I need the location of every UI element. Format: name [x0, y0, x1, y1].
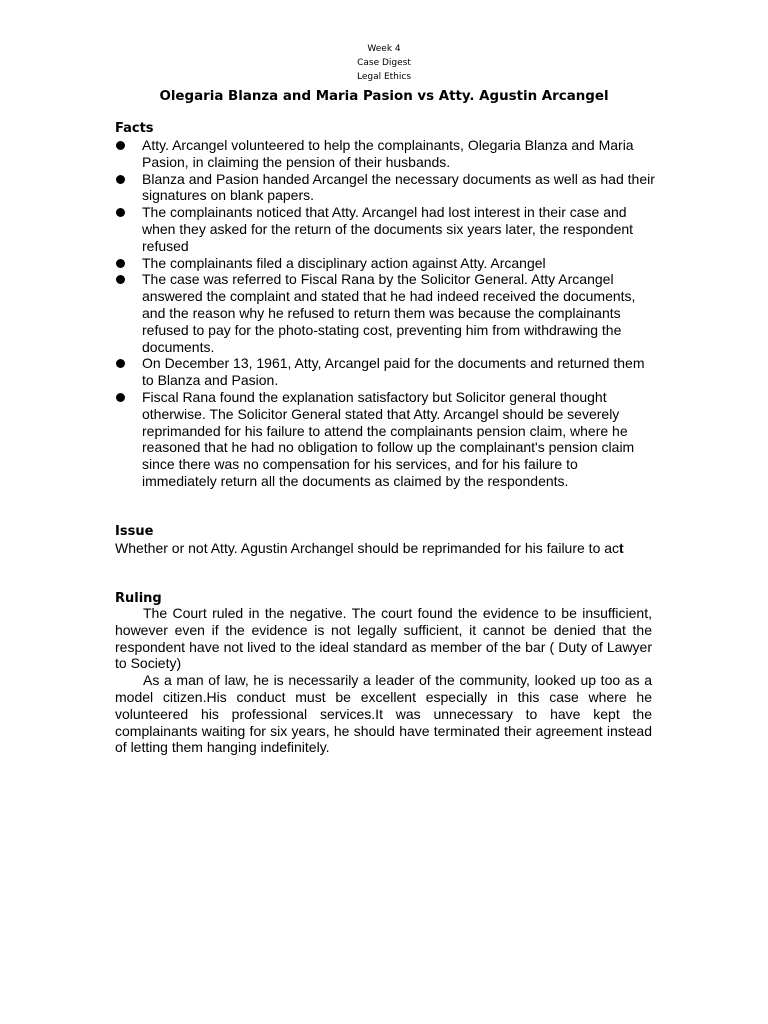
ruling-body [115, 605, 652, 756]
fact-text: The complainants filed a disciplinary action against Atty. Arcangel [142, 254, 546, 271]
list-item [115, 255, 655, 272]
list-item [115, 355, 655, 389]
ruling-paragraph: The Court ruled in the negative. The court found the evidence to be insufficient, however even if the evidence is not legally sufficient, it cannot be denied that the respondent have not lived to the ideal standard as member of the bar ( Duty of Lawyer to Society) [115, 605, 652, 672]
bullet-icon [116, 259, 125, 268]
bullet-icon [116, 393, 125, 402]
list-item [115, 271, 655, 355]
issue-text-main: Whether or not Atty. Agustin Archangel should be reprimanded for his failure to ac [115, 540, 620, 556]
header-case-digest: Case Digest [357, 58, 411, 68]
fact-text: The case was referred to Fiscal Rana by the Solicitor General. Atty Arcangel answered the complaint and stated that he had indeed received the documents, and the reason why he refused to return them was because the complainants refused to pay for the photo-stating cost, preventing him from withdrawing the documents. [142, 271, 636, 355]
list-item [115, 204, 655, 254]
issue-text-bold-end: t [619, 540, 624, 556]
bullet-icon [116, 208, 125, 217]
list-item [115, 137, 655, 171]
header-subject: Legal Ethics [356, 72, 412, 82]
bullet-icon [116, 175, 125, 184]
ruling-heading: Ruling [115, 591, 162, 606]
issue-heading: Issue [115, 524, 154, 539]
ruling-paragraph: As a man of law, he is necessarily a leader of the community, looked up too as a model citizen.His conduct must be excellent especially in this case where he volunteered his professional services.It was unnecessary to have kept the complainants waiting for six years, he should have terminated their agreement instead of letting them hanging indefinitely. [115, 672, 652, 756]
bullet-icon [116, 275, 125, 284]
list-item [115, 171, 655, 205]
fact-text: On December 13, 1961, Atty, Arcangel paid for the documents and returned them to Blanza and Pasion. [142, 355, 645, 389]
document-title: Olegaria Blanza and Maria Pasion vs Atty. Agustin Arcangel [159, 89, 609, 104]
list-item [115, 389, 655, 490]
issue-text [115, 540, 655, 557]
fact-text: Fiscal Rana found the explanation satisfactory but Solicitor general thought otherwise. The Solicitor General stated that Atty. Arcangel should be severely reprimanded for his failure to attend the complainants pension claim, where he reasoned that he had no obligation to follow up the complainant's pension claim since there was no compensation for his services, and for his failure to immediately return all the documents as claimed by the respondents. [142, 388, 635, 489]
fact-text: Blanza and Pasion handed Arcangel the necessary documents as well as had their signatures on blank papers. [142, 170, 655, 204]
bullet-icon [116, 359, 125, 368]
fact-text: Atty. Arcangel volunteered to help the complainants, Olegaria Blanza and Maria Pasion, in claiming the pension of their husbands. [142, 137, 634, 170]
fact-text: The complainants noticed that Atty. Arcangel had lost interest in their case and when they asked for the return of the documents six years later, the respondent refused [142, 204, 634, 254]
header-week: Week 4 [367, 44, 401, 54]
facts-heading: Facts [115, 121, 154, 136]
facts-list [115, 137, 655, 490]
bullet-icon [116, 141, 125, 150]
